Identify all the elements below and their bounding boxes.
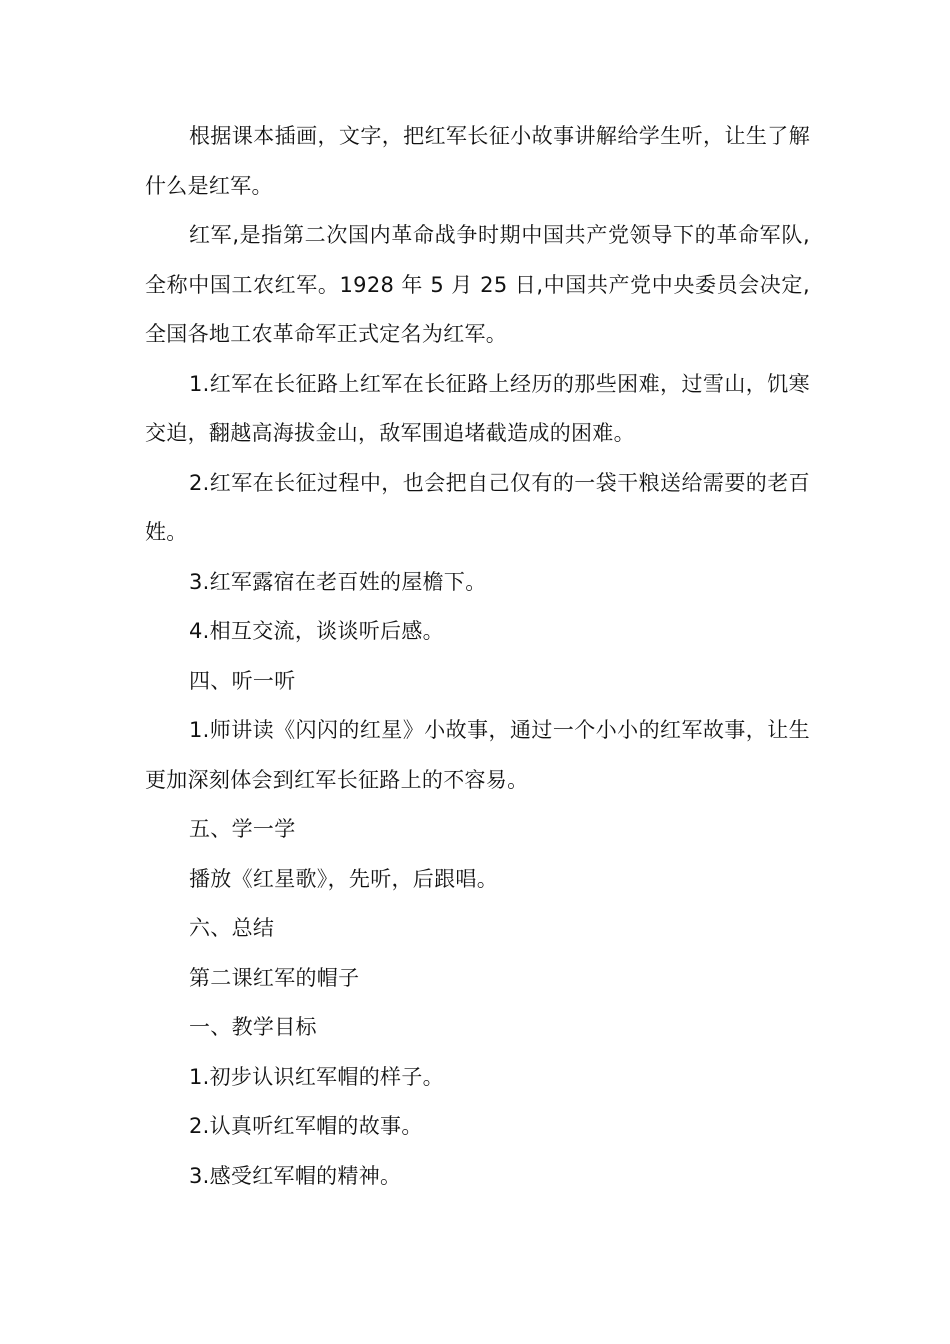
section-heading-objectives: 一、教学目标 bbox=[189, 1015, 317, 1039]
paragraph-play-song: 播放《红星歌》，先听，后跟唱。 bbox=[189, 866, 498, 891]
objective-item-2: 2.认真听红军帽的故事。 bbox=[189, 1114, 423, 1138]
document-page bbox=[145, 112, 810, 1201]
paragraph-item-1: 1.红军在长征路上红军在长征路上经历的那些困难，过雪山，饥寒交迫，翻越高海拔金山，敌军围追堵截造成的困难。 bbox=[145, 371, 810, 445]
section-heading-learn: 五、学一学 bbox=[189, 817, 296, 841]
paragraph-red-army-definition: 红军,是指第二次国内革命战争时期中国共产党领导下的革命军队,全称中国工农红军。1928 年 5 月 25 日,中国共产党中央委员会决定,全国各地工农革命军正式定名为红军。 bbox=[145, 223, 810, 346]
section-heading-summary: 六、总结 bbox=[189, 916, 275, 940]
paragraph-item-4: 4.相互交流，谈谈听后感。 bbox=[189, 619, 444, 643]
objective-item-3: 3.感受红军帽的精神。 bbox=[189, 1163, 402, 1188]
paragraph-item-3: 3.红军露宿在老百姓的屋檐下。 bbox=[189, 569, 487, 594]
section-heading-listen: 四、听一听 bbox=[189, 668, 296, 693]
lesson-title: 第二课红军的帽子 bbox=[189, 965, 360, 990]
paragraph-listen-item-1: 1.师讲读《闪闪的红星》小故事，通过一个小小的红军故事，让生更加深刻体会到红军长征路上的不容易。 bbox=[145, 718, 810, 792]
objective-item-1: 1.初步认识红军帽的样子。 bbox=[189, 1064, 444, 1089]
paragraph-item-2: 2.红军在长征过程中，也会把自己仅有的一袋干粮送给需要的老百姓。 bbox=[145, 470, 810, 544]
paragraph-intro: 根据课本插画，文字，把红军长征小故事讲解给学生听，让生了解什么是红军。 bbox=[145, 124, 810, 198]
